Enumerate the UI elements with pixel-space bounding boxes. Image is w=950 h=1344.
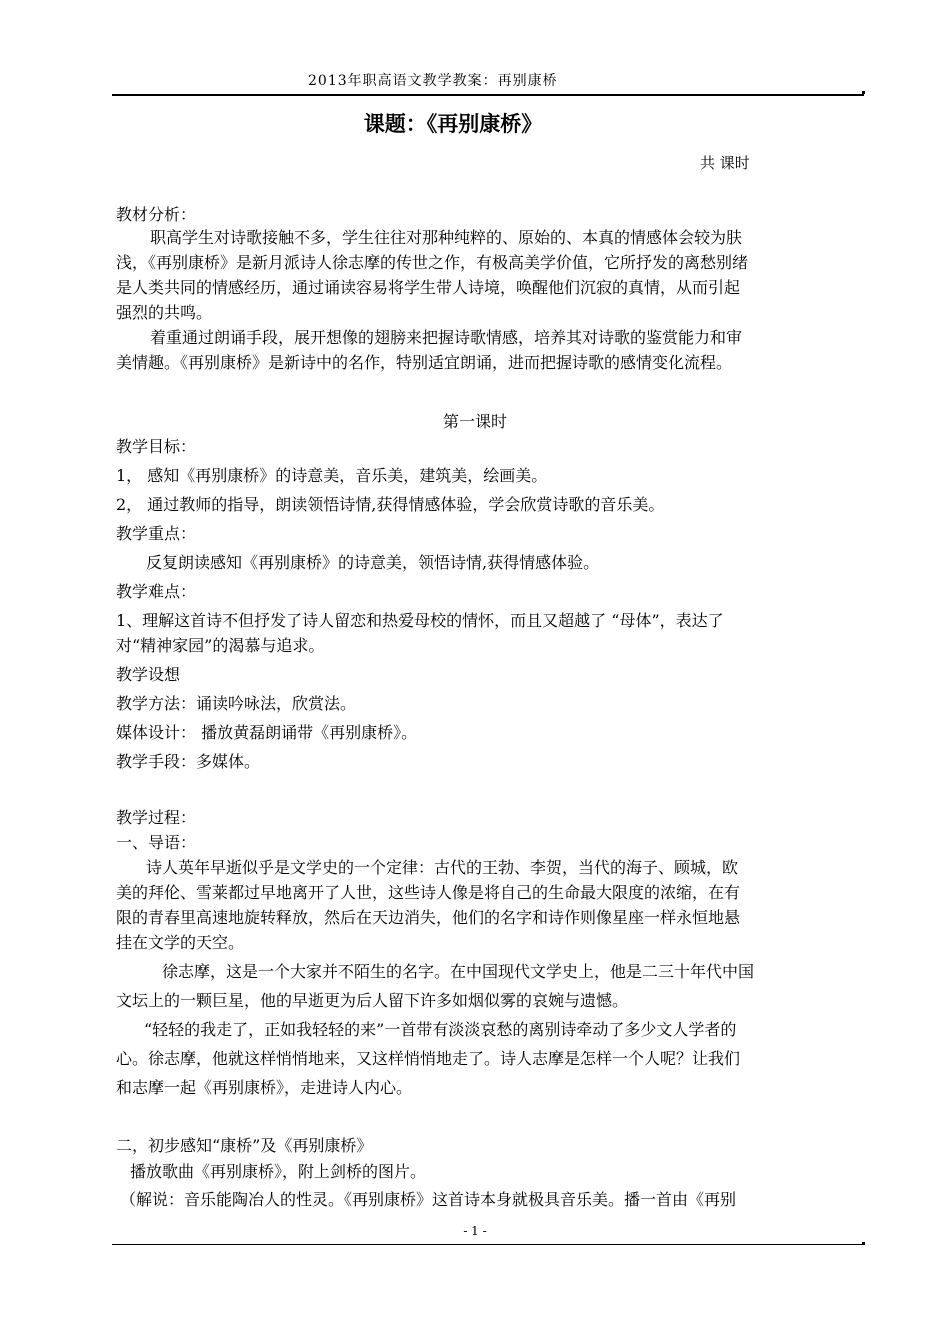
header-rule-end — [862, 91, 865, 94]
analysis-p1-line: 是人类共同的情感经历，通过诵读容易将学生带人诗境，唤醒他们沉寂的真情，从而引起 — [116, 278, 741, 297]
design-label: 教学设想 — [116, 665, 181, 684]
goal-item: 1， 感知《再别康桥》的诗意美，音乐美，建筑美，绘画美。 — [116, 466, 548, 485]
running-header: 2013年职高语文教学教案：再别康桥 — [308, 73, 558, 89]
part2-label: 二，初步感知“康桥”及《再别康桥》 — [116, 1136, 373, 1155]
intro-p3-line: 和志摩一起《再别康桥》，走进诗人内心。 — [116, 1078, 413, 1097]
page-number: - 1 - — [463, 1224, 487, 1238]
footer-rule — [112, 1244, 864, 1245]
goal-item: 2， 通过教师的指导，朗读领悟诗情,获得情感体验，学会欣赏诗歌的音乐美。 — [116, 495, 665, 514]
means-line: 教学手段：多媒体。 — [116, 752, 261, 771]
intro-p3-line: “轻轻的我走了，正如我轻轻的来”一首带有淡淡哀愁的离别诗牵动了多少文人学者的 — [144, 1020, 737, 1039]
difficulty-line: 对“精神家园”的渴慕与追求。 — [116, 636, 325, 655]
intro-p1-line: 限的青春里高速地旋转释放，然后在天边消失，他们的名字和诗作则像星座一样永恒地悬 — [116, 908, 741, 927]
part2-line: 播放歌曲《再别康桥》，附上剑桥的图片。 — [130, 1162, 427, 1181]
intro-p2-line: 徐志摩，这是一个大家并不陌生的名字。在中国现代文学史上，他是二三十年代中国 — [162, 962, 755, 981]
focus-label: 教学重点： — [116, 524, 197, 543]
analysis-p2-line: 美情趣。《再别康桥》是新诗中的名作，特别适宜朗诵，进而把握诗歌的感情变化流程。 — [116, 353, 733, 372]
intro-p2-line: 文坛上的一颗巨星，他的早逝更为后人留下许多如烟似雾的哀婉与遗憾。 — [116, 991, 629, 1010]
intro-p1-line: 挂在文学的天空。 — [116, 933, 245, 952]
part2-line: （解说：音乐能陶冶人的性灵。《再别康桥》这首诗本身就极具音乐美。播一首由《再别 — [120, 1190, 737, 1209]
intro-p1-line: 美的拜伦、雪莱都过早地离开了人世，这些诗人像是将自己的生命最大限度的浓缩，在有 — [116, 883, 741, 902]
goals-label: 教学目标： — [116, 437, 197, 456]
document-title: 课题：《再别康桥》 — [363, 111, 543, 136]
media-line: 媒体设计： 播放黄磊朗诵带《再别康桥》。 — [116, 723, 418, 742]
intro-label: 一、导语： — [116, 833, 197, 852]
analysis-p1-line: 浅，《再别康桥》是新月派诗人徐志摩的传世之作，有极高美学价值，它所抒发的离愁别绪 — [116, 253, 749, 272]
header-rule — [112, 94, 864, 96]
process-label: 教学过程： — [116, 808, 197, 827]
difficulty-line: 1、理解这首诗不但抒发了诗人留恋和热爱母校的情怀，而且又超越了 “母体”，表达了 — [116, 611, 724, 630]
intro-p3-line: 心。徐志摩，他就这样悄悄地来，又这样悄悄地走了。诗人志摩是怎样一个人呢？让我们 — [116, 1049, 741, 1068]
analysis-label: 教材分析： — [116, 205, 197, 224]
focus-text: 反复朗读感知《再别康桥》的诗意美，领悟诗情,获得情感体验。 — [146, 553, 600, 572]
analysis-p2-line: 着重通过朗诵手段，展开想像的翅膀来把握诗歌情感，培养其对诗歌的鉴赏能力和审 — [150, 328, 743, 347]
footer-rule-end — [862, 1242, 865, 1245]
lesson-heading: 第一课时 — [442, 412, 507, 431]
intro-p1-line: 诗人英年早逝似乎是文学史的一个定律：古代的王勃、李贺，当代的海子、顾城，欧 — [146, 858, 739, 877]
method-line: 教学方法：诵读吟咏法，欣赏法。 — [116, 694, 357, 713]
analysis-p1-line: 职高学生对诗歌接触不多，学生往往对那种纯粹的、原始的、本真的情感体会较为肤 — [150, 228, 743, 247]
difficulty-label: 教学难点： — [116, 582, 197, 601]
period-count: 共 课时 — [700, 154, 750, 172]
analysis-p1-line: 强烈的共鸣。 — [116, 303, 213, 322]
